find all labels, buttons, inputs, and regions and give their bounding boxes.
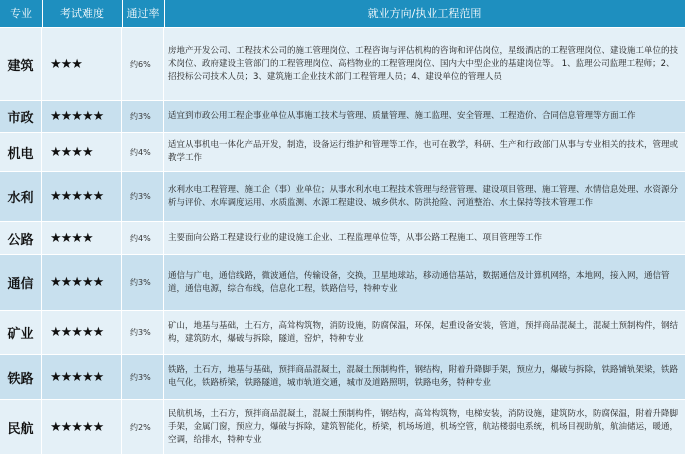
career-description [164,222,685,254]
major-cell-text: 铁路 [7,371,34,387]
pass-rate-cell-text: 约6% [130,59,151,69]
career-description-text: 民航机场，土石方，预拌商品混凝土，混凝土预制构件，钢结构，高耸构筑物，电梯安装，消防设施，建筑防水，防腐保温，附着升降脚手架，金属门窗，预应力，爆破与拆除，建筑智能化，桥梁，机场场道，机场空管，航站楼弱电系统，机场目视助航，航油储运，暖通，空调，给排水，特种专业 [168,408,679,445]
major-cell-text: 矿业 [7,327,34,342]
difficulty-stars [42,222,122,254]
header-pass-rate: 通过率 [126,7,160,20]
pass-rate-cell [122,355,164,399]
difficulty-stars-text: ★★★★★ [50,275,104,290]
table-row [0,28,685,101]
career-description [164,255,685,310]
pass-rate-cell [122,101,164,132]
pass-rate-cell-text: 约4% [130,233,151,243]
difficulty-stars-text: ★★★ [50,56,82,72]
career-description [164,355,685,399]
table-row [0,355,685,400]
pass-rate-cell-text: 约3% [130,192,151,201]
pass-rate-cell [122,400,164,454]
pass-rate-cell-text: 约2% [130,422,151,432]
major-cell-text: 建筑 [7,58,34,74]
career-description [164,28,685,100]
career-description [164,400,685,454]
header-career: 就业方向/执业工程范围 [367,7,482,20]
difficulty-stars [42,28,122,100]
difficulty-stars-text: ★★★★★ [50,325,104,340]
difficulty-stars [42,355,122,399]
major-cell-text: 公路 [7,232,34,248]
pass-rate-cell-text: 约3% [130,372,151,382]
pass-rate-cell-text: 约3% [130,278,151,287]
table-row [0,222,685,255]
pass-rate-cell [122,255,164,310]
major-cell [0,172,42,221]
major-cell [0,400,42,454]
difficulty-stars-text: ★★★★★ [50,109,104,124]
career-description [164,101,685,132]
career-description-text: 通信与广电，通信线路，微波通信，传输设备，交换，卫星地球站，移动通信基站，数据通信及计算机网络，本地网，接入网，通信管道，通信电源，综合布线，信息化工程，铁路信号，特种专业 [168,270,670,294]
header-major: 专业 [10,7,32,20]
major-cell-text: 市政 [7,111,34,126]
pass-rate-cell [122,311,164,354]
pass-rate-cell [122,28,164,100]
difficulty-stars [42,172,122,221]
major-cell [0,222,42,254]
pass-rate-cell-text: 约3% [130,328,151,337]
difficulty-stars-text: ★★★★ [50,144,93,160]
major-cell [0,311,42,354]
career-description [164,133,685,171]
difficulty-stars-text: ★★★★ [50,230,93,246]
table-header [0,0,685,28]
table-row [0,101,685,133]
major-cell [0,255,42,310]
major-cell-text: 民航 [7,421,34,437]
career-description-text: 铁路，土石方，地基与基础，预拌商品混凝土，混凝土预制构件，钢结构，附着升降脚手架，预应力，爆破与拆除，铁路铺轨架梁，铁路电气化，铁路桥梁，铁路隧道，城市轨道交通，城市及道路照明，铁路电务，特种专业 [168,365,679,388]
difficulty-stars-text: ★★★★★ [50,189,104,204]
career-description-text: 房地产开发公司、工程技术公司的施工管理岗位、工程咨询与评估机构的咨询和评估岗位，星级酒店的工程管理岗位、建设施工单位的技术岗位、政府建设主管部门的工程管理岗位、高档物业的工程管理岗位、国内大中型企业的基建岗位等。 1、监理公司监理工程师；2、招投标公司技术人员；3、建筑施工企业技术部门工程管理人员；4、建设单位的管理人员 [168,45,679,82]
difficulty-stars [42,400,122,454]
difficulty-stars [42,133,122,171]
difficulty-stars [42,101,122,132]
major-cell [0,101,42,132]
difficulty-stars [42,311,122,354]
major-cell [0,355,42,399]
major-cell-text: 机电 [7,146,34,162]
table-row [0,311,685,355]
major-cell [0,133,42,171]
career-description [164,311,685,354]
career-description-text: 水利水电工程管理、施工企（事）业单位；从事水利水电工程技术管理与经营管理、建设项目管理、施工管理、水情信息处理、水资源分析与评价、水库调度运用、水质监测、水源工程建设、城乡供水、防洪抢险、河道整治、水土保持等技术管理工作 [168,184,679,208]
pass-rate-cell [122,222,164,254]
major-cell-text: 水利 [7,191,34,206]
pass-rate-cell-text: 约3% [130,112,151,121]
career-description-text: 适宜到市政公用工程企事业单位从事施工技术与管理、质量管理、施工监理、安全管理、工程造价、合同信息管理等方面工作 [168,111,636,121]
difficulty-stars-text: ★★★★★ [50,369,104,385]
pass-rate-cell [122,133,164,171]
career-description-text: 矿山，地基与基础，土石方，高耸构筑物，消防设施，防腐保温，环保，起重设备安装，管道，预拌商品混凝土，混凝土预制构件，钢结构，建筑防水，爆破与拆除，隧道，窑炉，特种专业 [168,320,679,344]
major-cell-text: 通信 [7,277,34,292]
career-description [164,172,685,221]
table-row [0,172,685,222]
difficulty-stars [42,255,122,310]
major-cell [0,28,42,100]
pass-rate-cell-text: 约4% [130,147,151,157]
difficulty-stars-text: ★★★★★ [50,419,104,435]
table-row [0,400,685,455]
table-row [0,133,685,172]
table-row [0,255,685,311]
pass-rate-cell [122,172,164,221]
header-difficulty: 考试难度 [60,7,104,20]
career-description-text: 主要面向公路工程建设行业的建设施工企业、工程监理单位等，从事公路工程施工、项目管理等工作 [168,232,543,243]
career-description-text: 适宜从事机电一体化产品开发，制造，设备运行维护和管理等工作，也可在教学，科研、生产和行政部门从事与专业相关的技术，管理或教学工作 [168,140,679,163]
